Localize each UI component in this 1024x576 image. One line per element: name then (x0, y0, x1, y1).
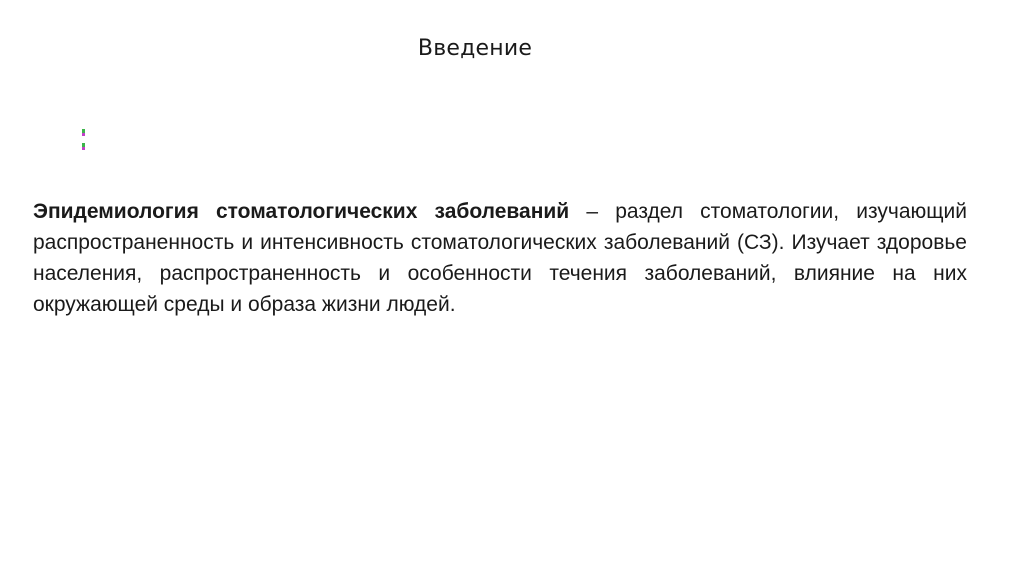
definition-paragraph (33, 196, 967, 320)
defined-term: Эпидемиология стоматологических заболеваний (33, 200, 570, 223)
definition-text: – раздел стоматологии, изучающий распространенность и интенсивность стоматологических заболеваний (СЗ). Изучает здоровье населения, распространенность и особенности течения заболеваний, влияние на них окружающей среды и образа жизни людей. (33, 200, 967, 316)
slide-title: Введение (417, 36, 533, 61)
bullet-marker-icon (80, 127, 88, 153)
